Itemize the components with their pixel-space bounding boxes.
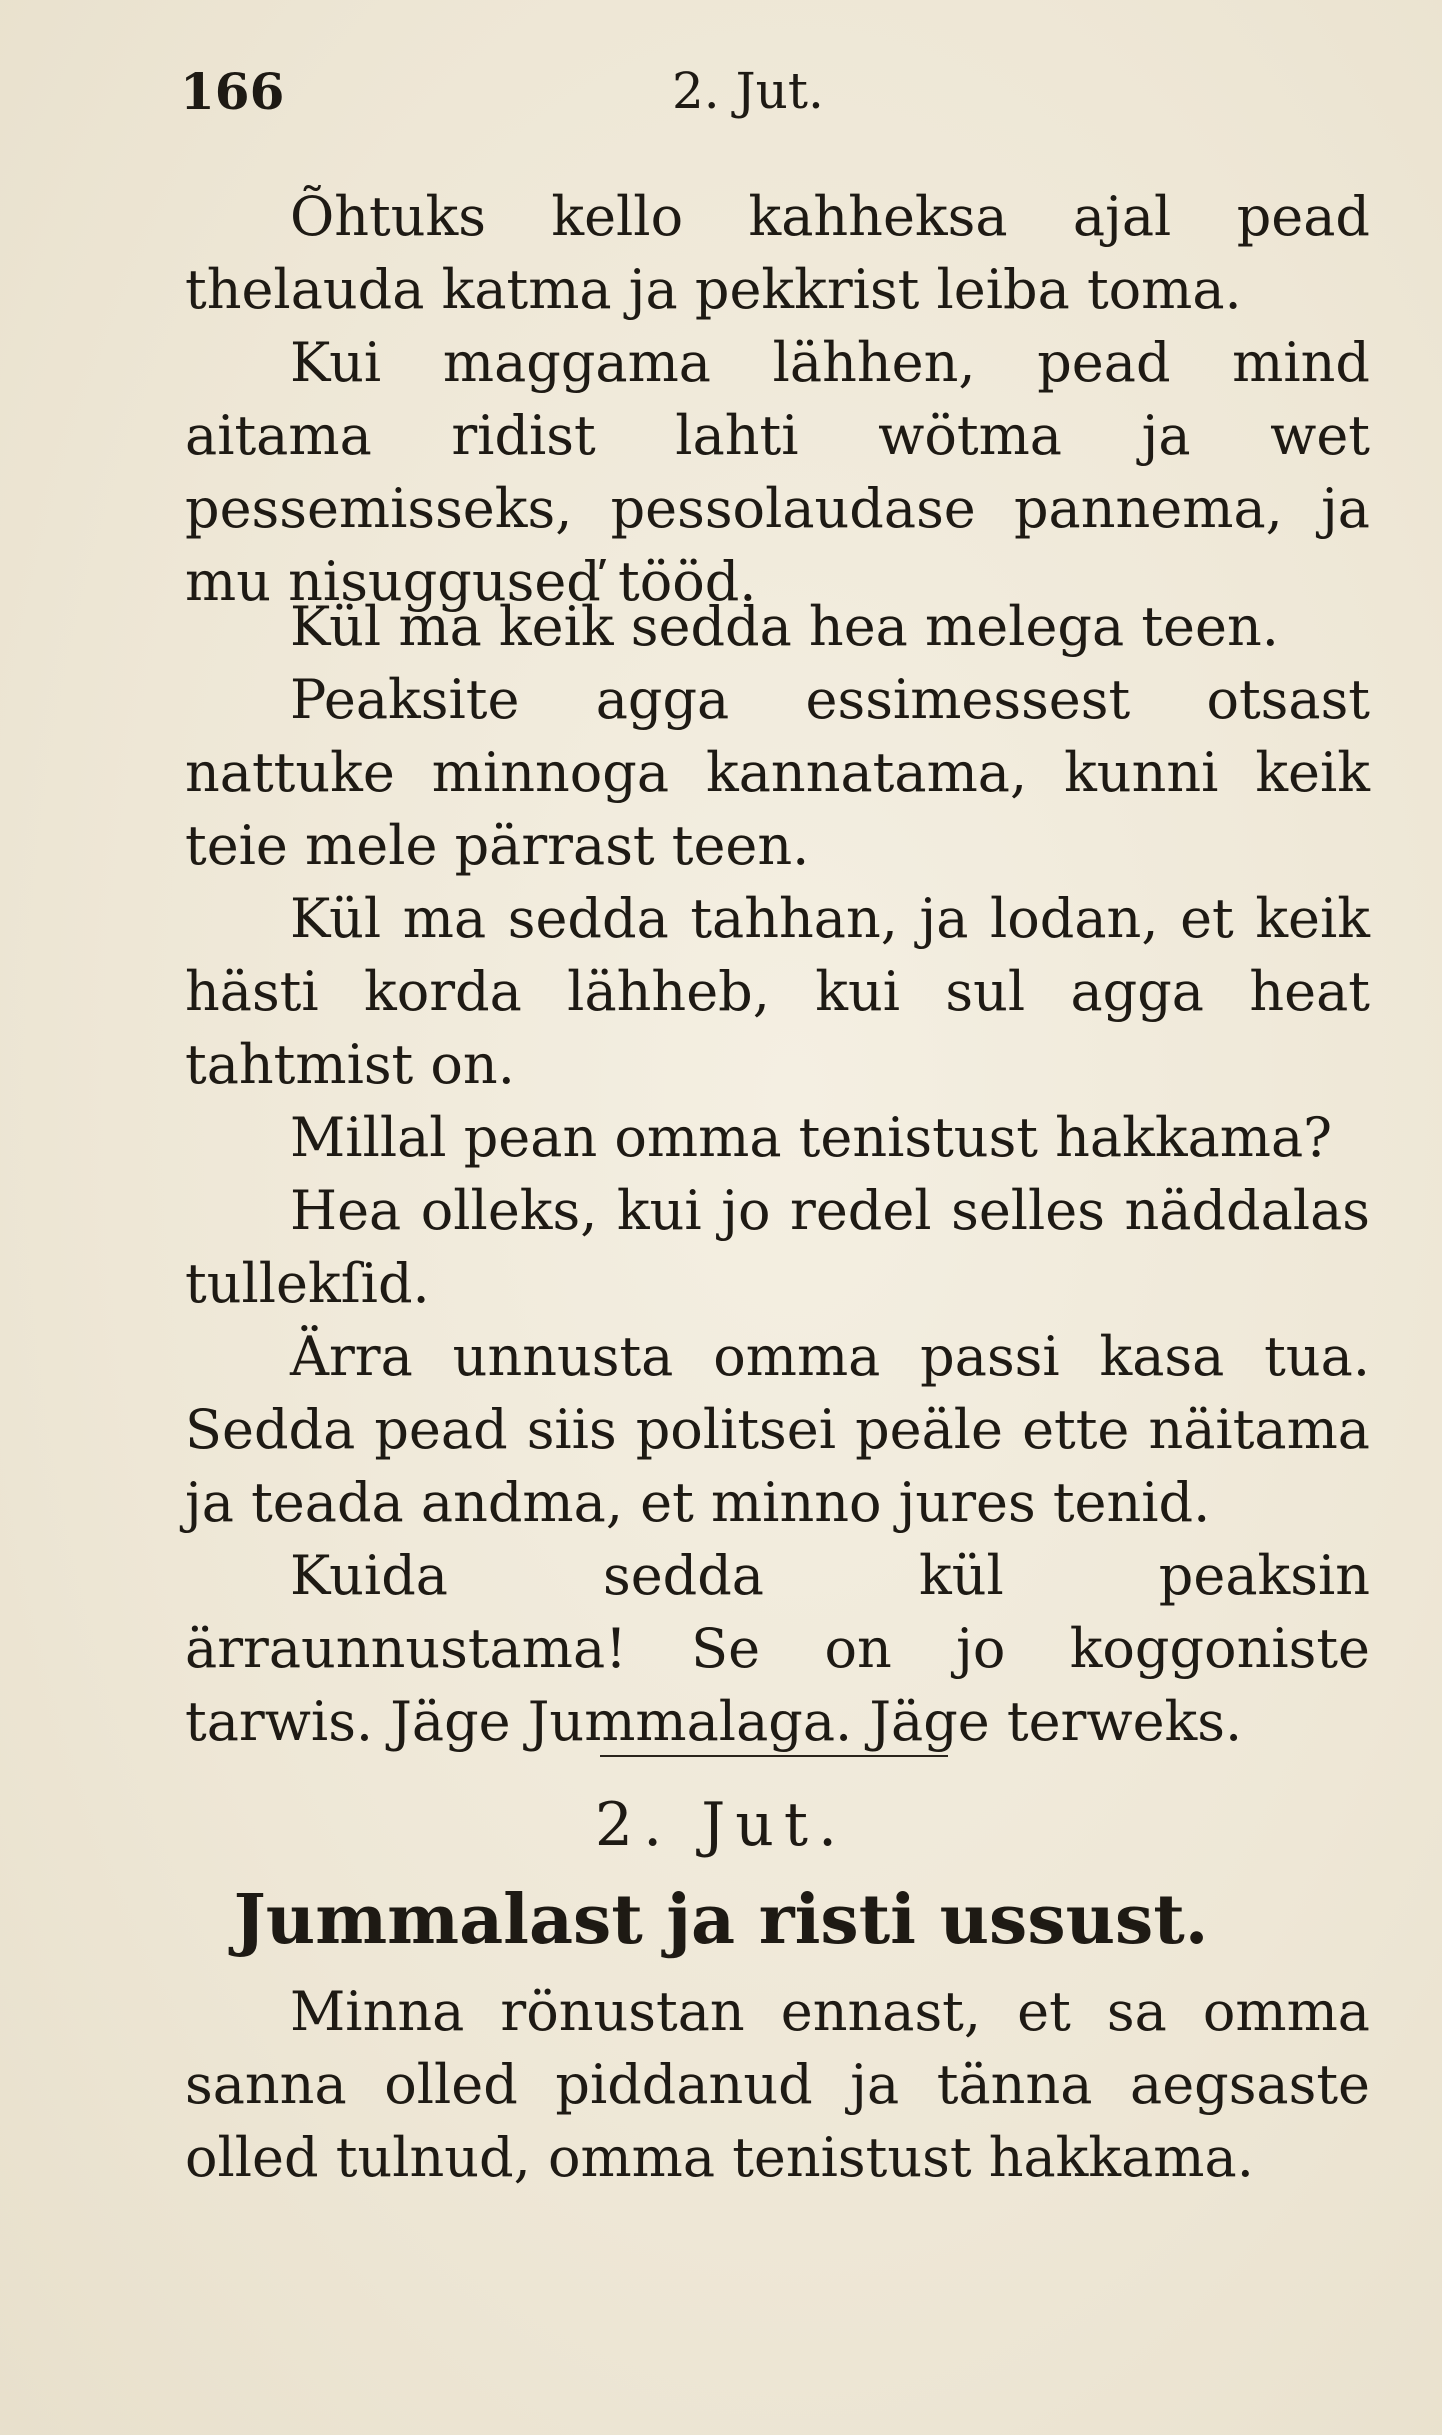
- section-divider: [600, 1755, 948, 1757]
- paragraph: Ärra unnusta omma passi kasa tua. Sedda pead siis politsei peäle ette näitama ja teada andma, et minno jures tenid.: [185, 1325, 1370, 1534]
- text-block-top: [185, 180, 1370, 618]
- paragraph: Kül ma keik sedda hea melega teen.: [290, 595, 1279, 658]
- page-header: [180, 62, 1380, 122]
- text-block-middle: [185, 590, 1370, 1758]
- running-head: 2. Jut.: [672, 62, 824, 120]
- paragraph: Õhtuks kello kahheksa ajal pead thelauda katma ja pekkrist leiba toma.: [185, 185, 1370, 321]
- paragraph: Kui maggama lähhen, pead mind aitama ridist lahti wötma ja wet pessemisseks, pessolaudase pannema, ja mu nisugguseď tööd.: [185, 331, 1370, 613]
- paragraph: Peaksite agga essimessest otsast nattuke minnoga kannatama, kunni keik teie mele pärrast teen.: [185, 668, 1370, 877]
- paragraph: Kül ma sedda tahhan, ja lodan, et keik hästi korda lähheb, kui sul agga heat tahtmist on.: [185, 887, 1370, 1096]
- text-block-bottom: [185, 1975, 1370, 2194]
- paragraph: Hea olleks, kui jo redel selles näddalas tullekſid.: [185, 1179, 1370, 1315]
- page-number: 166: [180, 62, 285, 121]
- section-title: Jummalast ja risti ussust.: [233, 1880, 1209, 1960]
- paragraph: Kuida sedda kül peaksin ärraunnustama! Se on jo koggoniste tarwis. Jäge Jummalaga. Jäge terweks.: [185, 1544, 1370, 1753]
- paragraph: Minna rönustan ennast, et sa omma sanna olled piddanud ja tänna aegsaste olled tulnud, omma tenistust hakkama.: [185, 1980, 1370, 2189]
- section-number: 2. Jut.: [594, 1790, 848, 1860]
- paragraph: Millal pean omma tenistust hakkama?: [290, 1106, 1333, 1169]
